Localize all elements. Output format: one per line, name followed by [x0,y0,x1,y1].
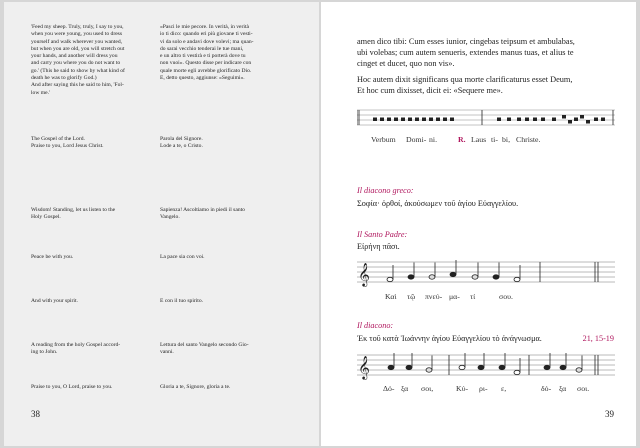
text-line: vanni. [160,349,174,356]
rubric-deacon: Il diacono: [357,321,394,330]
left-page [4,2,319,446]
chant-staff-1 [357,106,615,130]
chant-syllable: Domi- [406,135,427,144]
rubric-greek-deacon: Il diacono greco: [357,186,414,195]
text-line: io ti dico: quando eri più giovane ti vesti- [160,31,253,38]
text-line: 'Feed my sheep. Truly, truly, I say to you, [31,24,124,30]
chant-syllable: Verbum [371,135,396,144]
text-line: The Gospel of the Lord. [31,136,85,142]
chant-syllable: ti- [491,135,498,144]
music-staff-deacon [357,349,615,381]
text-line: ubi volebas; cum autem senueris, extendes manus tuas, et alius te [357,48,574,57]
greek-invitation: Σοφία· ὀρθοί, ἀκούσωμεν τοῦ ἁγίου Εὐαγγελίου. [357,199,519,208]
chant-syllable: Κύ- [456,384,469,393]
italian-block-1 [160,24,282,82]
text-line: Gloria a te, Signore, gloria a te. [160,384,231,390]
text-line: Parola del Signore. [160,136,203,142]
italian-block-4 [160,254,282,261]
chant-syllable: πνεύ- [425,292,443,301]
scripture-reference: 21, 15-19 [582,334,614,343]
chant-syllable: σου. [499,292,513,301]
text-line: your hands, and another will dress you [31,53,118,60]
chant-syllable: ni. [429,135,438,144]
text-line: Holy Gospel. [31,214,61,221]
text-line: Sapienza! Ascoltiamo in piedi il santo [160,207,245,213]
latin-paragraph-1 [357,36,619,69]
text-line: and carry you where you do not want to [31,60,121,67]
english-block-1 [31,24,149,97]
chant-syllable: ε, [501,384,507,393]
chant-syllable: bi, [502,135,511,144]
text-line: quale morte egli avrebbe glorificato Dio. [160,67,252,74]
text-line: vi da solo e andavi dove volevi; ma quan- [160,38,254,45]
treble-clef-icon: 𝄞 [358,355,370,379]
music-staff-pope [357,256,615,288]
text-line: when you were young, you used to dress [31,31,123,38]
latin-paragraph-2 [357,74,619,96]
treble-clef-icon: 𝄞 [358,262,370,286]
text-line: e un altro ti vestirà e ti porterà dove tu [160,53,246,60]
text-line: yourself and walk wherever you wanted, [31,38,123,45]
text-line: Lettura del santo Vangelo secondo Gio- [160,342,249,348]
english-block-2 [31,136,149,151]
text-line: «Pasci le mie pecore. In verità, in verità [160,24,249,30]
english-block-6 [31,342,149,357]
page-number-right: 39 [605,409,614,419]
english-block-5 [31,298,149,305]
chant-syllable: Δό- [383,384,395,393]
greek-announcement: Ἐκ τοῦ κατὰ Ἰωάννην ἁγίου Εὐαγγελίου τὸ ἀνάγνωσμα. [357,334,542,343]
text-line: And after saying this he said to him, 'Fol- [31,82,124,89]
text-line: go.' (This he said to show by what kind of [31,67,125,74]
italian-block-7 [160,384,282,391]
chant-syllable: τῷ [407,292,416,301]
chant-syllable: Καὶ [385,292,397,301]
chant-syllable: ξα [559,384,567,393]
english-block-4 [31,254,149,261]
english-block-3 [31,207,149,222]
text-line: A reading from the holy Gospel accord- [31,342,121,348]
text-line: And with your spirit. [31,298,78,304]
text-line: Lode a te, o Cristo. [160,143,203,150]
chant-syllable: σοι. [577,384,590,393]
rubric-pope: Il Santo Padre: [357,230,408,239]
chant-syllable: Christe. [516,135,541,144]
greek-greeting: Εἰρήνη πᾶσι. [357,242,400,251]
text-line: Vangelo. [160,214,180,221]
text-line: Et hoc cum dixisset, dicit ei: «Sequere me». [357,86,503,95]
page-number-left: 38 [31,409,40,419]
chant-syllable: ρι- [479,384,488,393]
english-block-7 [31,384,149,391]
text-line: amen dico tibi: Cum esses iunior, cingebas teipsum et ambulabas, [357,37,575,46]
italian-block-2 [160,136,282,151]
text-line: non vuoi». Questo disse per indicare con [160,60,252,67]
chant-syllable: σοι, [421,384,434,393]
right-page [321,2,636,446]
chant-syllable: Laus [471,135,487,144]
text-line: low me.' [31,89,51,96]
italian-block-3 [160,207,282,222]
text-line: but when you are old, you will stretch out [31,45,125,52]
response-mark: R. [458,135,466,144]
italian-block-5 [160,298,282,305]
chant-syllable: μα- [449,292,460,301]
text-line: Wisdom! Standing, let us listen to the [31,207,116,213]
text-line: E con il tuo spirito. [160,298,204,304]
chant-syllable: ξα [401,384,409,393]
text-line: cinget et ducet, quo non vis». [357,59,455,68]
text-line: E, detto questo, aggiunse: «Seguimi». [160,75,245,82]
text-line: death he was to glorify God.) [31,75,97,82]
chant-syllable: δό- [541,384,552,393]
text-line: Praise to you, O Lord, praise to you. [31,384,113,390]
text-line: Peace be with you. [31,254,74,260]
text-line: Praise to you, Lord Jesus Christ. [31,143,104,150]
text-line: do sarai vecchio tenderai le tue mani, [160,45,244,52]
text-line: Hoc autem dixit significans qua morte clarificaturus esset Deum, [357,75,573,84]
text-line: ing to John. [31,349,58,356]
text-line: La pace sia con voi. [160,254,205,260]
italian-block-6 [160,342,282,357]
chant-syllable: τί [470,292,476,301]
